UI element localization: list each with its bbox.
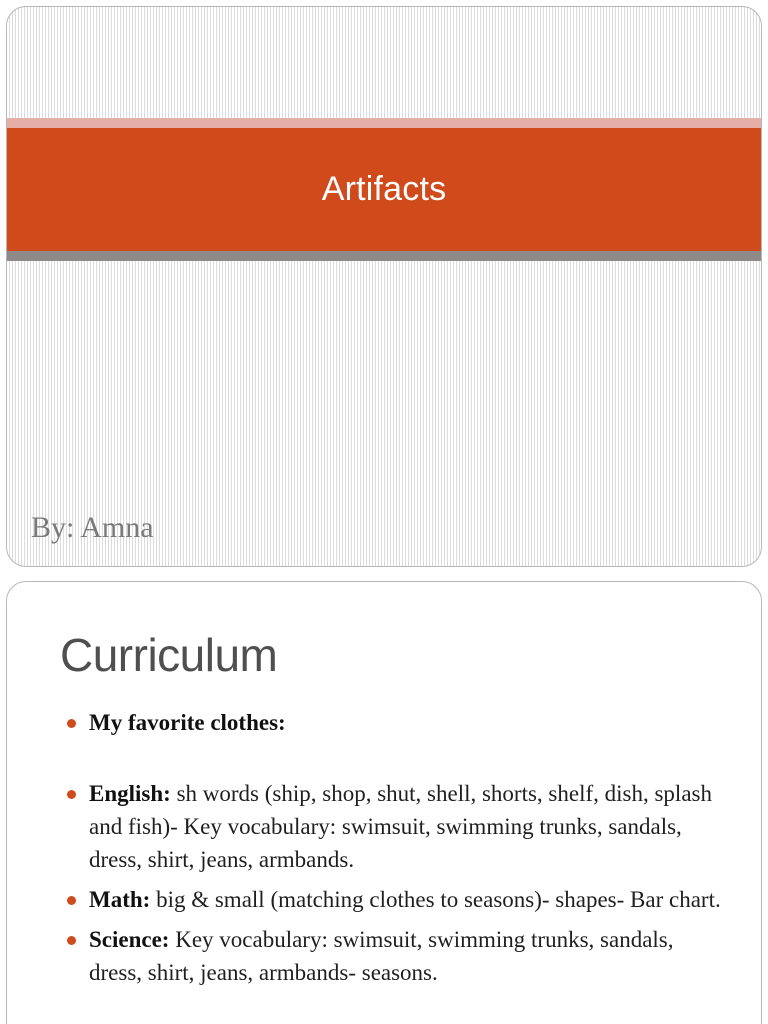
bullet-text: sh words (ship, shop, shut, shell, shorts, shelf, dish, splash and fish)- Key vocabulary: swimsuit, swimming trunks, sandals, dress, shirt, jeans, armbands.	[89, 781, 712, 872]
bullet-item-science	[67, 923, 727, 989]
bullet-item-math	[67, 883, 727, 916]
bullet-text: big & small (matching clothes to seasons)- shapes- Bar chart.	[150, 887, 721, 912]
bullet-item-favorite-clothes	[67, 706, 727, 739]
curriculum-slide	[6, 581, 762, 1024]
slide-title: Artifacts	[321, 170, 447, 208]
author-byline: By: Amna	[31, 511, 154, 544]
title-band-top	[7, 118, 761, 128]
bullet-dot-icon	[67, 790, 76, 799]
bullet-list	[67, 706, 727, 996]
bullet-dot-icon	[67, 719, 76, 728]
title-bar	[7, 128, 761, 251]
title-slide	[6, 6, 762, 567]
title-band-bottom	[7, 251, 761, 261]
bullet-text: Key vocabulary: swimsuit, swimming trunks, sandals, dress, shirt, jeans, armbands- seasons.	[89, 927, 674, 985]
bullet-label: My favorite clothes:	[89, 710, 286, 735]
bullet-dot-icon	[67, 936, 76, 945]
bullet-label: Science:	[89, 927, 170, 952]
bullet-label: English:	[89, 781, 171, 806]
bullet-label: Math:	[89, 887, 151, 912]
bullet-dot-icon	[67, 896, 76, 905]
bullet-item-english	[67, 777, 727, 876]
slide-heading: Curriculum	[60, 629, 278, 681]
